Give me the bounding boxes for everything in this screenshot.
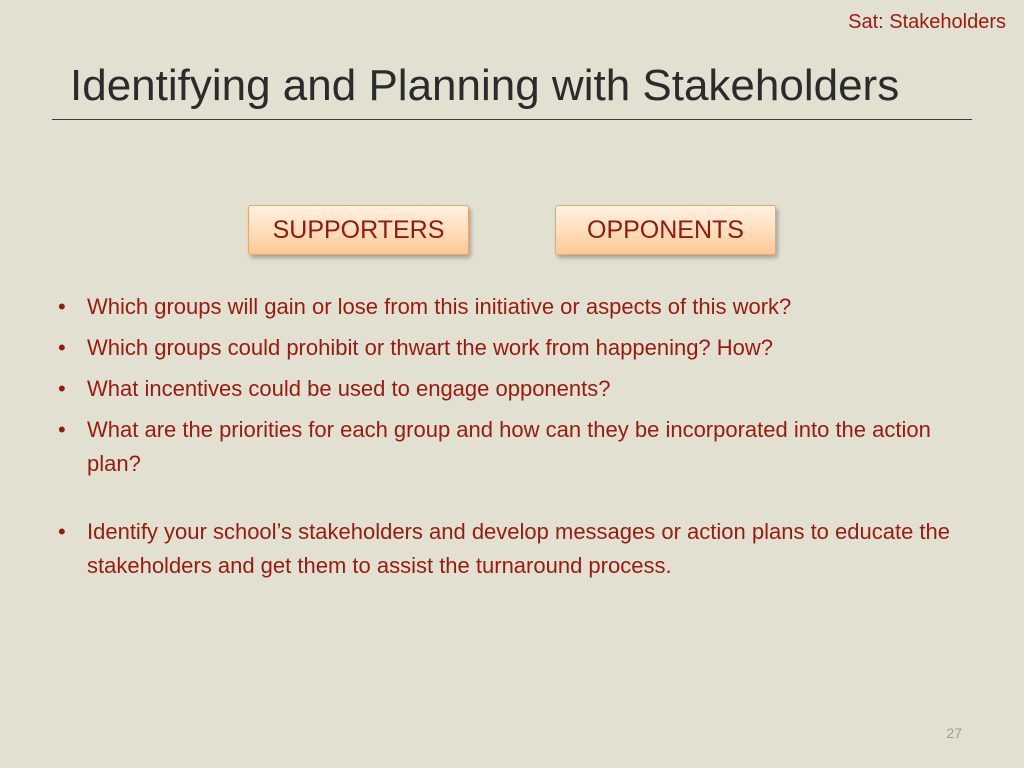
section-tag: Sat: Stakeholders bbox=[848, 11, 1006, 33]
title-divider bbox=[52, 119, 972, 120]
bullet-icon: • bbox=[58, 417, 66, 442]
list-item-text: Which groups will gain or lose from this initiative or aspects of this work? bbox=[87, 294, 792, 319]
list-item bbox=[58, 331, 978, 365]
bullet-icon: • bbox=[58, 519, 66, 544]
list-item bbox=[58, 413, 978, 481]
slide-title: Identifying and Planning with Stakeholders bbox=[70, 61, 900, 110]
bullet-icon: • bbox=[58, 376, 66, 401]
supporters-box: SUPPORTERS bbox=[248, 205, 469, 255]
opponents-box: OPPONENTS bbox=[555, 205, 776, 255]
list-item bbox=[58, 372, 978, 406]
list-item bbox=[58, 290, 978, 324]
list-item bbox=[58, 515, 978, 583]
list-item-text: Which groups could prohibit or thwart the work from happening? How? bbox=[87, 335, 774, 360]
bullet-icon: • bbox=[58, 335, 66, 360]
list-item-text: Identify your school’s stakeholders and develop messages or action plans to educate the stakeholders and get them to assist the turnaround process. bbox=[87, 519, 951, 578]
list-item-text: What incentives could be used to engage opponents? bbox=[87, 376, 611, 401]
bullet-icon: • bbox=[58, 294, 66, 319]
list-item-text: What are the priorities for each group and how can they be incorporated into the action plan? bbox=[87, 417, 931, 476]
question-list bbox=[58, 290, 978, 590]
page-number: 27 bbox=[946, 725, 962, 741]
